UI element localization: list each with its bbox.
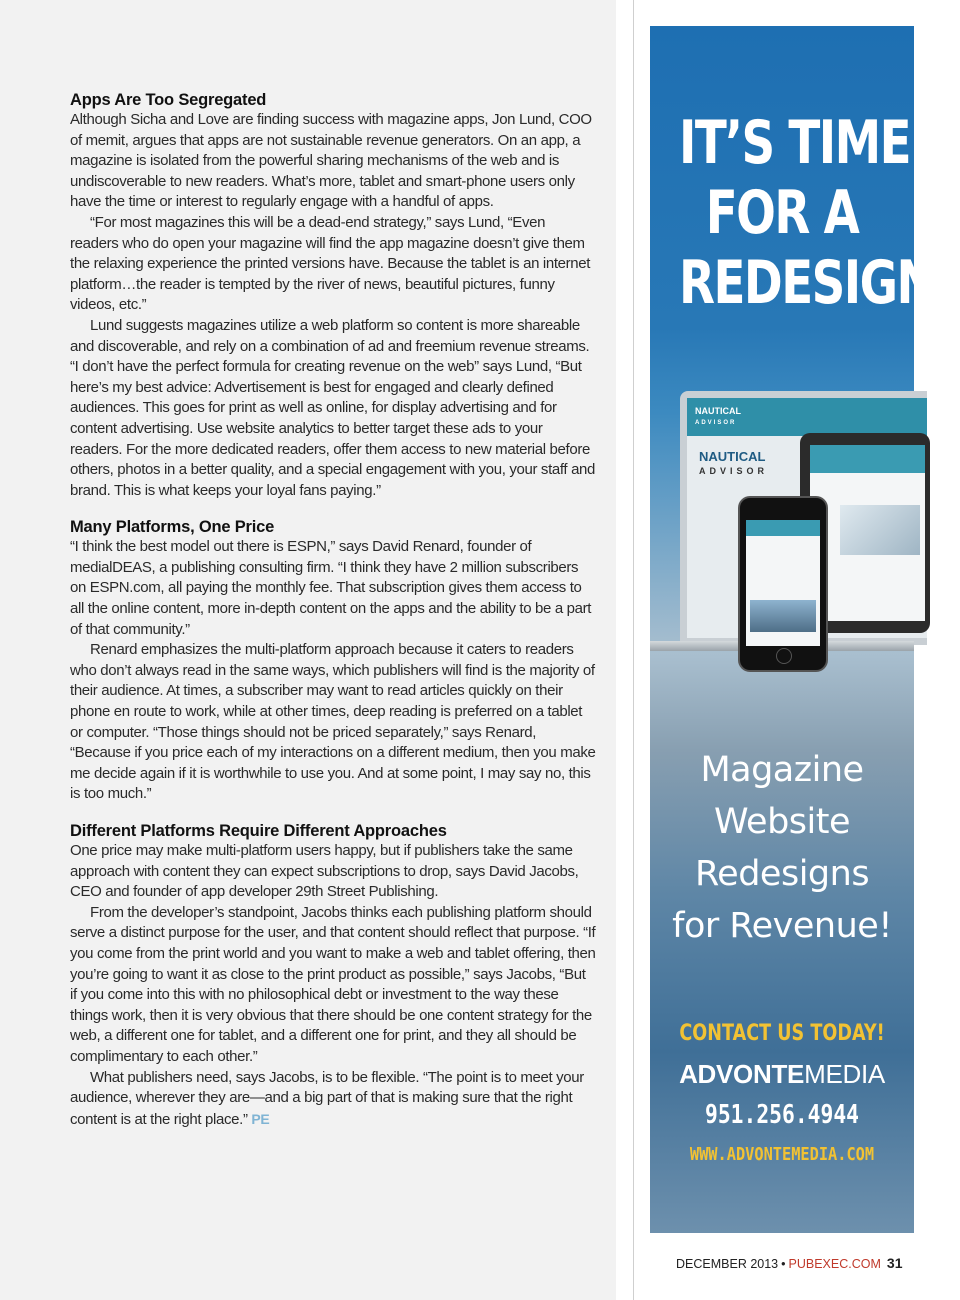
page-footer (676, 1255, 936, 1271)
paragraph: Lund suggests magazines utilize a web platform so content is more shareable and discoverable, and rely on a combination of ad and freemium revenue streams. “I don’t have the perfect formula for creating revenue on the web” says Lund, “But here’s my best advice: Advertisement is best for engaged and clearly defined audiences. This goes for print as well as online, for display advertising and for content advertising. Use website analytics to better target these ads to your readers. For the more dedicated readers, offer them access to new material before others, photos in a better quality, and a special engagement with you, your staff and brand. This is what keeps your loyal fans paying.” (70, 316, 596, 499)
phone-home-button (776, 648, 792, 664)
advertisement[interactable] (650, 26, 954, 1233)
tablet-yacht-image (840, 505, 920, 555)
section-heading: Different Platforms Require Different Approaches (70, 822, 447, 840)
footer-separator: • (781, 1257, 786, 1271)
section-apps-segregated (70, 90, 596, 501)
section-different-platforms (70, 821, 596, 1130)
paragraph-final-text: What publishers need, says Jacobs, is to be flexible. “The point is to meet your audience, wherever they are—and a big part of that is making sure that the right content is at the right place.” (70, 1068, 584, 1128)
brand-bold: ADVONTE (679, 1059, 805, 1089)
page-number: 31 (886, 1255, 903, 1271)
laptop-nav-bar (687, 398, 927, 436)
ad-subline-line: Website (713, 802, 851, 842)
ad-contact-cta: CONTACT US TODAY! (679, 1021, 885, 1046)
ad-headline-line: FOR A (705, 178, 859, 248)
ad-subline-line: Magazine (700, 750, 864, 790)
column-divider (633, 0, 634, 1300)
ad-subline-line: for Revenue! (672, 906, 892, 946)
paragraph: Although Sicha and Love are finding success with magazine apps, Jon Lund, COO of memit, argues that apps are not sustainable revenue generators. On an app, a magazine is isolated from the powerful sharing mechanisms of the web and is undiscoverable to new readers. What’s more, tablet and smart-phone users only have the time or interest to regularly engage with a handful of apps. (70, 111, 592, 211)
device-mockups-image (650, 391, 914, 701)
ad-headline-line: IT’S TIME (679, 108, 910, 178)
paragraph: Renard emphasizes the multi-platform approach because it caters to readers who don’t always read in the same ways, which publishers will find is the majority of their audience. At times, a subscriber may want to read articles quickly on their phone en route to work, while at other times, deep reading is preferred on a tablet or computer. “Those things should not be priced separately,” says Renard, “Because if you price each of my interactions on a different medium, then you make me decide again if it is worthwhile to use you. And at some point, I may say no, this is too much.” (70, 641, 596, 803)
tablet-nav-bar (810, 445, 925, 473)
ad-subline (650, 744, 914, 952)
ad-website-link[interactable]: WWW.ADVONTEMEDIA.COM (689, 1144, 875, 1165)
section-heading: Apps Are Too Segregated (70, 91, 267, 109)
issue-date: DECEMBER 2013 (676, 1257, 779, 1271)
paragraph: “I think the best model out there is ESPN,” says David Renard, founder of medialDEAS, a publishing consulting firm. “I think they have 2 million subscribers on ESPN.com, all paying the monthly fee. That subscription gives them access to all the online content, more in-depth content on the apps and the ability to be a part of that community.” (70, 538, 592, 638)
ad-phone-number[interactable]: 951.256.4944 (704, 1100, 860, 1130)
phone-nav-bar (746, 520, 820, 536)
ad-headline-line: REDESIGN! (679, 248, 954, 318)
article-body (70, 90, 596, 1146)
site-link[interactable]: PUBEXEC.COM (788, 1257, 881, 1271)
paragraph: “For most magazines this will be a dead-end strategy,” says Lund, “Even readers who do open your magazine will find the app magazine doesn’t give them the relaxing experience the printed versions have. Because the tablet is an internet platform…the reader is tempted by the river of news, beautiful pictures, funny videos, etc.” (70, 213, 591, 314)
end-mark: PE (251, 1110, 270, 1127)
laptop-site-title: NAUTICAL (699, 449, 766, 464)
paragraph-final (70, 1068, 596, 1131)
ad-subline-line: Redesigns (694, 854, 870, 894)
ad-brand-logo (650, 1059, 914, 1090)
phone-mockup (738, 496, 828, 672)
paragraph: One price may make multi-platform users happy, but if publishers take the same approach with content they can expect subscriptions to drop, says David Jacobs, CEO and founder of app developer 29th Street Publishing. (70, 842, 579, 901)
phone-screen (746, 520, 820, 646)
brand-light: MEDIA (804, 1059, 885, 1089)
section-heading: Many Platforms, One Price (70, 518, 275, 537)
laptop-site-subtitle: ADVISOR (699, 466, 769, 476)
phone-skyline-image (750, 600, 816, 632)
laptop-nav-logo: NAUTICAL ADVISOR (695, 406, 741, 426)
ad-headline (679, 108, 954, 318)
section-many-platforms (70, 517, 596, 805)
paragraph: From the developer’s standpoint, Jacobs thinks each publishing platform should serve a distinct purpose for the user, and that content should reflect that purpose. “If you come from the print world and you want to make a web and tablet offering, then you’re going to want it as close to the print product as possible,” says Jacobs, “But if you come into this with no philosophical debt or investment to the way these things work, then it is very obvious that there should be one content strategy for the web, a different one for tablet, and a different one for print, and they all should be complimentary to each other.” (70, 903, 596, 1065)
